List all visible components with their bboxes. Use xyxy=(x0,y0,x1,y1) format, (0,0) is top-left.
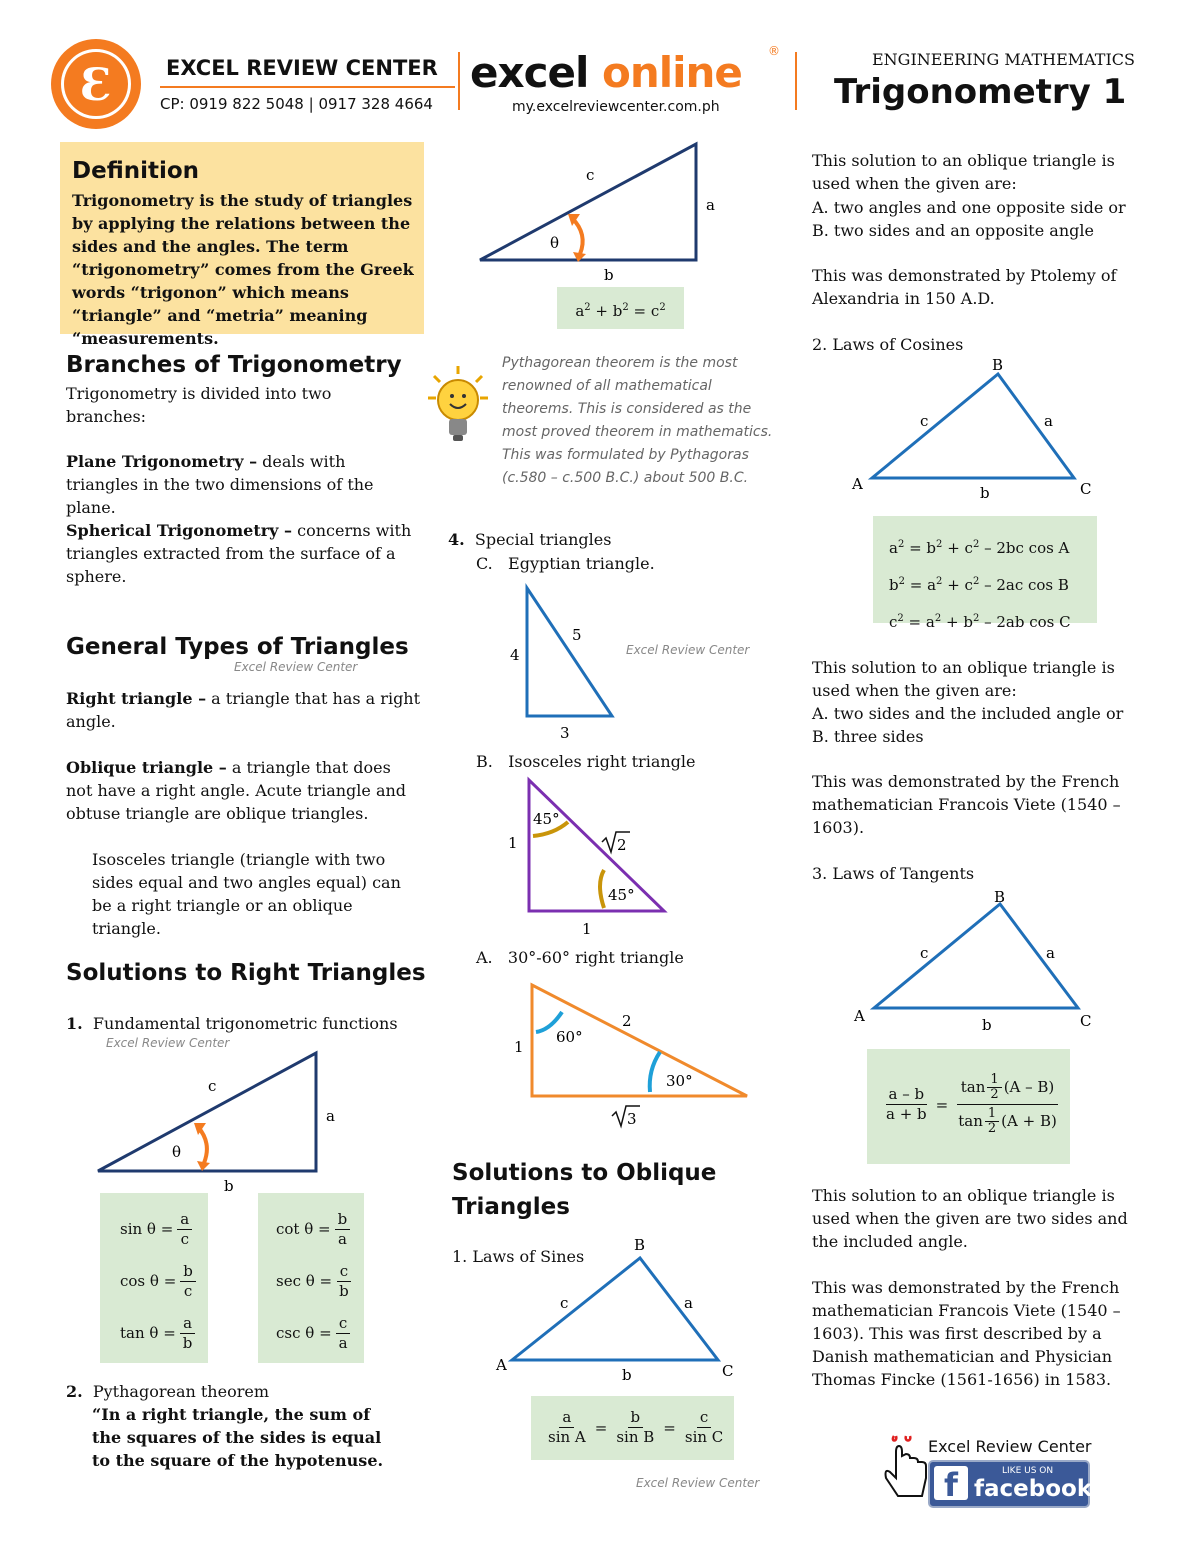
pythag-formula-box xyxy=(557,287,684,329)
watermark-2: Excel Review Center xyxy=(106,1036,230,1050)
tan-a: a xyxy=(1046,944,1055,962)
isosceles-triangle-diagram xyxy=(500,774,680,942)
col3-p1b: B. two sides and an opposite angle xyxy=(812,221,1094,240)
tip-text: Pythagorean theorem is the most renowned of all mathematical theorems. This is considered as the most proved theorem in mathematics. This was formulated by Pythagoras (c.580 – c.500 B.C.) about 500 B.C. xyxy=(502,355,773,486)
tan-b: b xyxy=(982,1016,992,1034)
facebook-f-icon: f xyxy=(934,1466,968,1500)
iso-leg: 1 xyxy=(508,834,518,852)
trig-box-left xyxy=(100,1193,208,1363)
header-divider-1 xyxy=(458,52,460,110)
trig-fn-right-fraction: $\frac{c}{b}$ xyxy=(336,1262,352,1301)
right-item1-text: Fundamental trigonometric functions xyxy=(92,1014,398,1033)
pythag-label-c: c xyxy=(586,166,595,184)
watermark-4: Excel Review Center xyxy=(636,1476,760,1490)
egypt-side-5: 5 xyxy=(572,626,582,644)
trig-fn-right-fraction: $\frac{b}{a}$ xyxy=(335,1210,351,1249)
iso-letter: B. xyxy=(476,752,493,771)
tri3060-angle-60: 60° xyxy=(556,1028,583,1046)
trig-fn-left-row xyxy=(120,1307,196,1359)
col3-p2: This was demonstrated by Ptolemy of Alexandria in 150 A.D. xyxy=(812,266,1117,308)
tri3060-side-1: 1 xyxy=(514,1038,524,1056)
right-term: Right triangle – xyxy=(66,689,207,708)
pythag-triangle-shape xyxy=(480,144,696,260)
special-text: Special triangles xyxy=(474,530,612,549)
tri3060-arc-30 xyxy=(650,1052,660,1092)
definition-box xyxy=(60,142,424,348)
sines-title: 1. Laws of Sines xyxy=(452,1247,585,1266)
oblique-term: Oblique triangle – xyxy=(66,758,227,777)
trig-fn-right-row xyxy=(276,1255,352,1307)
brand-word-online: online xyxy=(601,48,742,97)
pf-a-exp: 2 xyxy=(584,302,591,313)
sines-frac-c: $\frac{c}{\text{sin C}}$ xyxy=(684,1408,724,1446)
right-item2-text: Pythagorean theorem xyxy=(92,1382,269,1401)
tan-eq: = xyxy=(935,1095,949,1114)
page-title: Trigonometry 1 xyxy=(834,72,1127,112)
right-desc: a triangle that has a right angle. xyxy=(66,689,421,731)
cosines-triangle-diagram xyxy=(848,352,1108,502)
egypt-text: Egyptian triangle. xyxy=(508,554,655,573)
right-item2-num: 2. xyxy=(66,1382,83,1401)
type-isosceles: Isosceles triangle (triangle with two sides equal and two angles equal) can be a right triangle or an oblique triangle. xyxy=(92,850,401,938)
tan-C: C xyxy=(1080,1012,1092,1030)
sines-A: A xyxy=(496,1356,507,1374)
trig-fn-left-fraction: $\frac{b}{c}$ xyxy=(180,1262,196,1301)
types-title: General Types of Triangles xyxy=(66,634,409,660)
trig-fn-left-row xyxy=(120,1255,196,1307)
pointer-hand-icon xyxy=(878,1432,932,1502)
egypt-shape xyxy=(527,588,612,716)
iso-title xyxy=(476,750,696,773)
cos-b: b xyxy=(980,484,990,502)
right-item1-num: 1. xyxy=(66,1014,83,1033)
logo-seal-icon xyxy=(50,38,142,130)
tri3060-title xyxy=(476,946,684,969)
right-item2 xyxy=(66,1380,269,1403)
cosines-title: 2. Laws of Cosines xyxy=(812,335,964,354)
cos-B: B xyxy=(992,356,1004,374)
pythag-label-a: a xyxy=(706,196,715,214)
header-divider-2 xyxy=(795,52,797,110)
facebook-like-button[interactable] xyxy=(928,1460,1093,1508)
egypt-side-3: 3 xyxy=(560,724,570,742)
iso-arc-bottom xyxy=(600,870,604,908)
label-b: b xyxy=(224,1177,234,1195)
col3-p6: This was demonstrated by the French mathematician Francois Viete (1540 – 1603). This was first described by a Danish mathematician and Physician Thomas Fincke (1561-1656) in 1583. xyxy=(812,1278,1121,1389)
pf-c: c xyxy=(650,302,660,320)
col3-p1: This solution to an oblique triangle is used when the given are: xyxy=(812,151,1115,193)
cos-a: a xyxy=(1044,412,1053,430)
tri-text: 30°-60° right triangle xyxy=(507,948,684,967)
trig-fn-right-lhs: sec θ = xyxy=(276,1272,333,1290)
trig-fn-left-row xyxy=(120,1203,196,1255)
cos-c: c xyxy=(920,412,929,430)
pf-a: a xyxy=(575,302,585,320)
col3-p3: This solution to an oblique triangle is used when the given are: xyxy=(812,658,1115,700)
iso-hyp: 2 xyxy=(617,836,627,854)
org-name: EXCEL REVIEW CENTER xyxy=(166,56,438,80)
plane-term: Plane Trigonometry – xyxy=(66,452,258,471)
label-a: a xyxy=(326,1107,335,1125)
right-triangle-diagram xyxy=(90,1045,350,1195)
trig-fn-right-lhs: csc θ = xyxy=(276,1324,332,1342)
branch-spherical xyxy=(66,519,421,588)
trig-fn-right-lhs: cot θ = xyxy=(276,1220,331,1238)
pythag-label-theta: θ xyxy=(550,234,560,252)
trig-box-right xyxy=(258,1193,364,1363)
spherical-desc: concerns with triangles extracted from the surface of a sphere. xyxy=(66,521,412,586)
special-num: 4. xyxy=(448,530,465,549)
trig-fn-left-lhs: sin θ = xyxy=(120,1220,174,1238)
col3-p5: This solution to an oblique triangle is used when the given are two sides and the included angle. xyxy=(812,1186,1128,1251)
cosine-formula-row: $c^2 = a^2 + b^2 - 2ab$ cos C xyxy=(889,613,1071,631)
col3-p4: This was demonstrated by the French mathematician Francois Viete (1540 – 1603). xyxy=(812,772,1121,837)
logo-seal xyxy=(50,38,142,130)
tan-lhs: $\frac{a - b}{a + b}$ xyxy=(886,1085,927,1123)
egypt-letter: C. xyxy=(476,554,493,573)
trig-fn-right-row xyxy=(276,1203,352,1255)
cos-C: C xyxy=(1080,480,1092,498)
sines-triangle-diagram xyxy=(490,1230,740,1390)
svg-text:Ɛ: Ɛ xyxy=(80,60,112,111)
pf-c-exp: 2 xyxy=(659,302,666,313)
tan-B: B xyxy=(994,888,1006,906)
sines-formula-box xyxy=(531,1396,734,1460)
tan-c: c xyxy=(920,944,929,962)
branch-plane xyxy=(66,450,421,519)
type-right xyxy=(66,687,421,733)
pf-b-exp: 2 xyxy=(622,302,629,313)
triangle-30-60-diagram xyxy=(500,972,760,1132)
pythagorean-quote: “In a right triangle, the sum of the squares of the sides is equal to the square of the hypotenuse. xyxy=(92,1405,384,1470)
sines-C: C xyxy=(722,1362,734,1380)
tan-A: A xyxy=(854,1007,865,1025)
contact-numbers: CP: 0919 822 5048 | 0917 328 4664 xyxy=(160,95,433,113)
tangents-formula-box xyxy=(867,1049,1070,1164)
facebook-like-text: LIKE US ON xyxy=(1002,1466,1054,1476)
trig-fn-left-fraction: $\frac{a}{b}$ xyxy=(180,1314,196,1353)
label-theta: θ xyxy=(172,1143,182,1161)
oblique-title: Solutions to Oblique Triangles xyxy=(452,1160,717,1220)
tangents-triangle-diagram xyxy=(850,884,1110,1034)
tan-rhs: tan $\frac{1}{2}$ (A – B) tan $\frac{1}{2}$ (A + B) xyxy=(958,1072,1057,1136)
iso-angle-top: 45° xyxy=(533,810,560,828)
branches-title: Branches of Trigonometry xyxy=(66,352,402,378)
col3-p1a: A. two angles and one opposite side or xyxy=(812,198,1126,217)
cosines-formula-box xyxy=(873,516,1097,631)
brand-registered: ® xyxy=(768,44,780,58)
right-item1 xyxy=(66,1012,398,1035)
cos-A: A xyxy=(852,475,863,493)
iso-shape xyxy=(529,780,664,911)
special-title xyxy=(448,528,611,551)
tri3060-base: 3 xyxy=(627,1110,637,1128)
subject-label: ENGINEERING MATHEMATICS xyxy=(872,50,1135,69)
cosine-formula-row: $b^2 = a^2 + c^2 - 2ac$ cos B xyxy=(889,576,1069,594)
egyptian-triangle-diagram xyxy=(500,580,630,742)
trig-fn-left-lhs: cos θ = xyxy=(120,1272,177,1290)
iso-text: Isosceles right triangle xyxy=(508,752,696,771)
sines-eq1: = xyxy=(594,1418,608,1437)
definition-text: Trigonometry is the study of triangles by applying the relations between the sides and the angles. The term “trigonometry” comes from the Greek words “trigonon” which means “triangle” and “metria” meaning “measurements. xyxy=(72,191,414,348)
pythag-triangle-diagram xyxy=(472,136,732,286)
trig-fn-left-lhs: tan θ = xyxy=(120,1324,176,1342)
watermark-1: Excel Review Center xyxy=(234,660,358,674)
definition-title: Definition xyxy=(72,158,200,184)
iso-base: 1 xyxy=(582,920,592,938)
col3-p3a: A. two sides and the included angle or xyxy=(812,704,1124,723)
header-rule-left xyxy=(160,86,455,88)
tri3060-hyp: 2 xyxy=(622,1012,632,1030)
brand-url[interactable]: my.excelreviewcenter.com.ph xyxy=(512,99,720,115)
brand-word-excel: excel xyxy=(470,48,589,97)
tri3060-angle-30: 30° xyxy=(666,1072,693,1090)
sines-c: c xyxy=(560,1294,569,1312)
watermark-3: Excel Review Center xyxy=(626,643,750,657)
egypt-title xyxy=(476,552,655,575)
cosine-formula-row: $a^2 = b^2 + c^2 - 2bc$ cos A xyxy=(889,539,1070,557)
trig-fn-right-fraction: $\frac{c}{a}$ xyxy=(336,1314,351,1353)
pf-eq: = xyxy=(633,302,647,320)
sines-frac-a: $\frac{a}{\text{sin A}}$ xyxy=(548,1408,586,1446)
label-c: c xyxy=(208,1077,217,1095)
branches-intro: Trigonometry is divided into two branches: xyxy=(66,384,332,426)
sines-frac-b: $\frac{b}{\text{sin B}}$ xyxy=(616,1408,655,1446)
spherical-term: Spherical Trigonometry – xyxy=(66,521,293,540)
pf-b: b xyxy=(612,302,623,320)
lightbulb-icon xyxy=(428,364,488,450)
plane-desc: deals with triangles in the two dimensions of the plane. xyxy=(66,452,374,517)
sines-a: a xyxy=(684,1294,693,1312)
pythag-label-b: b xyxy=(604,266,614,284)
tangents-title: 3. Laws of Tangents xyxy=(812,864,975,883)
right-solutions-title: Solutions to Right Triangles xyxy=(66,960,426,986)
facebook-label: Excel Review Center xyxy=(928,1437,1092,1456)
egypt-side-4: 4 xyxy=(510,646,520,664)
tri-letter: A. xyxy=(476,948,493,967)
trig-fn-right-row xyxy=(276,1307,352,1359)
col3-p3b: B. three sides xyxy=(812,727,924,746)
brand-logo xyxy=(470,48,742,97)
iso-angle-bottom: 45° xyxy=(608,886,635,904)
facebook-name: facebook xyxy=(974,1476,1093,1502)
sines-b: b xyxy=(622,1366,632,1384)
type-oblique xyxy=(66,756,421,825)
sines-B: B xyxy=(634,1236,646,1254)
oblique-desc: a triangle that does not have a right angle. Acute triangle and obtuse triangle are oblique triangles. xyxy=(66,758,407,823)
pf-plus: + xyxy=(595,302,608,320)
sines-eq2: = xyxy=(663,1418,676,1437)
trig-fn-left-fraction: $\frac{a}{c}$ xyxy=(177,1210,192,1249)
